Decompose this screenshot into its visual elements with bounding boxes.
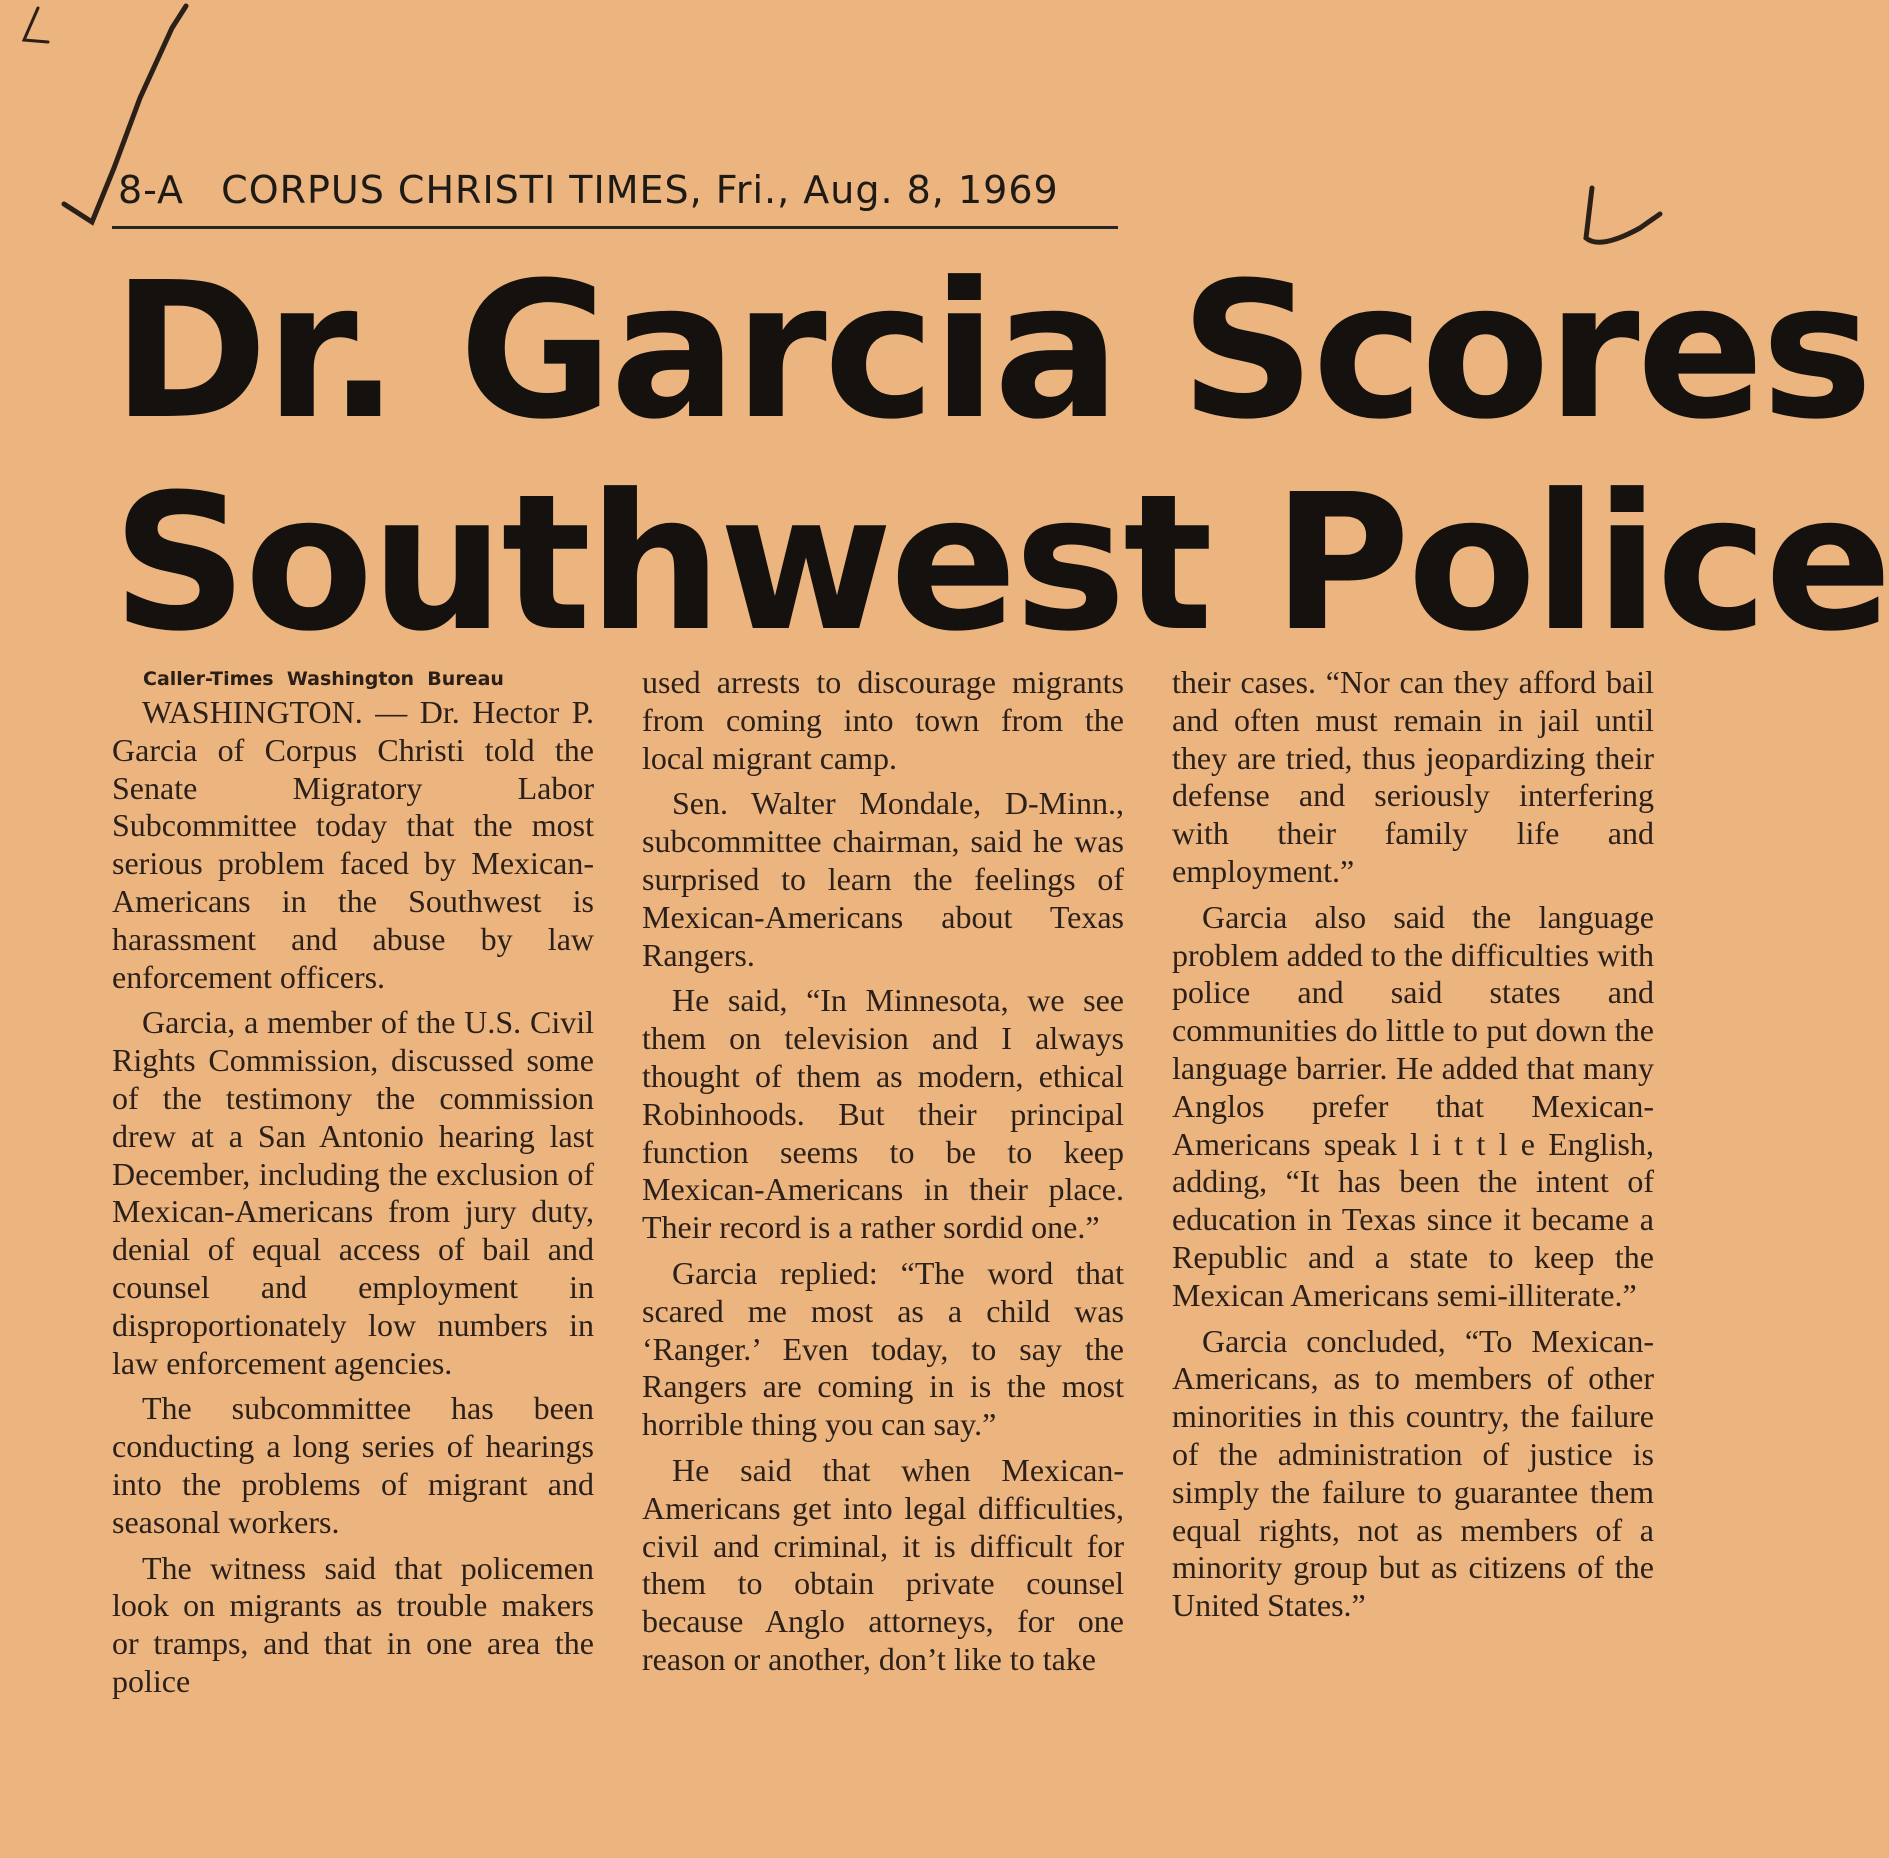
- masthead-rule: [112, 226, 1118, 229]
- masthead-line: [118, 168, 1118, 212]
- paragraph: The subcommittee has been conducting a long series of hearings into the problems of migrant and seasonal workers.: [112, 1390, 594, 1540]
- paragraph: used arrests to discourage migrants from coming into town from the local migrant camp.: [642, 664, 1124, 776]
- paragraph: their cases. “Nor can they afford bail and often must remain in jail until they are tried, thus jeopardizing their defense and seriously interfering with their family life and employment.”: [1172, 664, 1654, 889]
- handwritten-check-mark-right: [1586, 188, 1660, 242]
- paragraph: Sen. Walter Mondale, D-Minn., subcommittee chairman, said he was surprised to learn the feelings of Mexican-Americans about Texas Rangers.: [642, 785, 1124, 973]
- byline: Caller-Times Washington Bureau: [143, 668, 504, 690]
- page-number: 8-A: [118, 168, 185, 212]
- paragraph: Garcia, a member of the U.S. Civil Rights Commission, discussed some of the testimony the commission drew at a San Antonio hearing last December, including the exclusion of Mexican-Americans from jury duty, denial of equal access of bail and counsel and employment in disproportionately low numbers in law enforcement agencies.: [112, 1004, 594, 1381]
- paragraph: Garcia also said the language problem added to the difficulties with police and said states and communities do little to put down the language barrier. He added that many Anglos prefer that Mexican-Americans speak l i t t l e English, adding, “It has been the intent of education in Texas since it became a Republic and a state to keep the Mexican Americans semi-illiterate.”: [1172, 898, 1654, 1313]
- paragraph: The witness said that policemen look on migrants as trouble makers or tramps, and that in one area the police: [112, 1549, 594, 1699]
- article-column-1: [112, 694, 594, 1709]
- headline-line-1: Dr. Garcia Scores: [112, 242, 1871, 461]
- paragraph: Garcia concluded, “To Mexican-Americans, as to members of other minorities in this country, the failure of the administration of justice is simply the failure to guarantee them equal rights, not as members of a minority group but as citizens of the United States.”: [1172, 1322, 1654, 1624]
- paragraph: WASHINGTON. — Dr. Hector P. Garcia of Corpus Christi told the Senate Migratory Labor Subcommittee today that the most serious problem faced by Mexican-Americans in the Southwest is harassment and abuse by law enforcement officers.: [112, 694, 594, 995]
- article-column-3: [1172, 664, 1654, 1633]
- headline: [112, 242, 1889, 673]
- article-column-2: [642, 664, 1124, 1687]
- masthead: CORPUS CHRISTI TIMES, Fri., Aug. 8, 1969: [221, 168, 1059, 212]
- handwritten-tick-top-left: [24, 8, 48, 42]
- paragraph: He said that when Mexican-Americans get into legal difficulties, civil and criminal, it is difficult for them to obtain private counsel because Anglo attorneys, for one reason or another, don’t like to take: [642, 1451, 1124, 1677]
- headline-line-2: Southwest Police: [112, 454, 1889, 673]
- paragraph: He said, “In Minnesota, we see them on television and I always thought of them as modern, ethical Robinhoods. But their principal function seems to be to keep Mexican-Americans in their place. Their record is a rather sordid one.”: [642, 982, 1124, 1246]
- paragraph: Garcia replied: “The word that scared me most as a child was ‘Ranger.’ Even today, to say the Rangers are coming in is the most horrible thing you can say.”: [642, 1254, 1124, 1443]
